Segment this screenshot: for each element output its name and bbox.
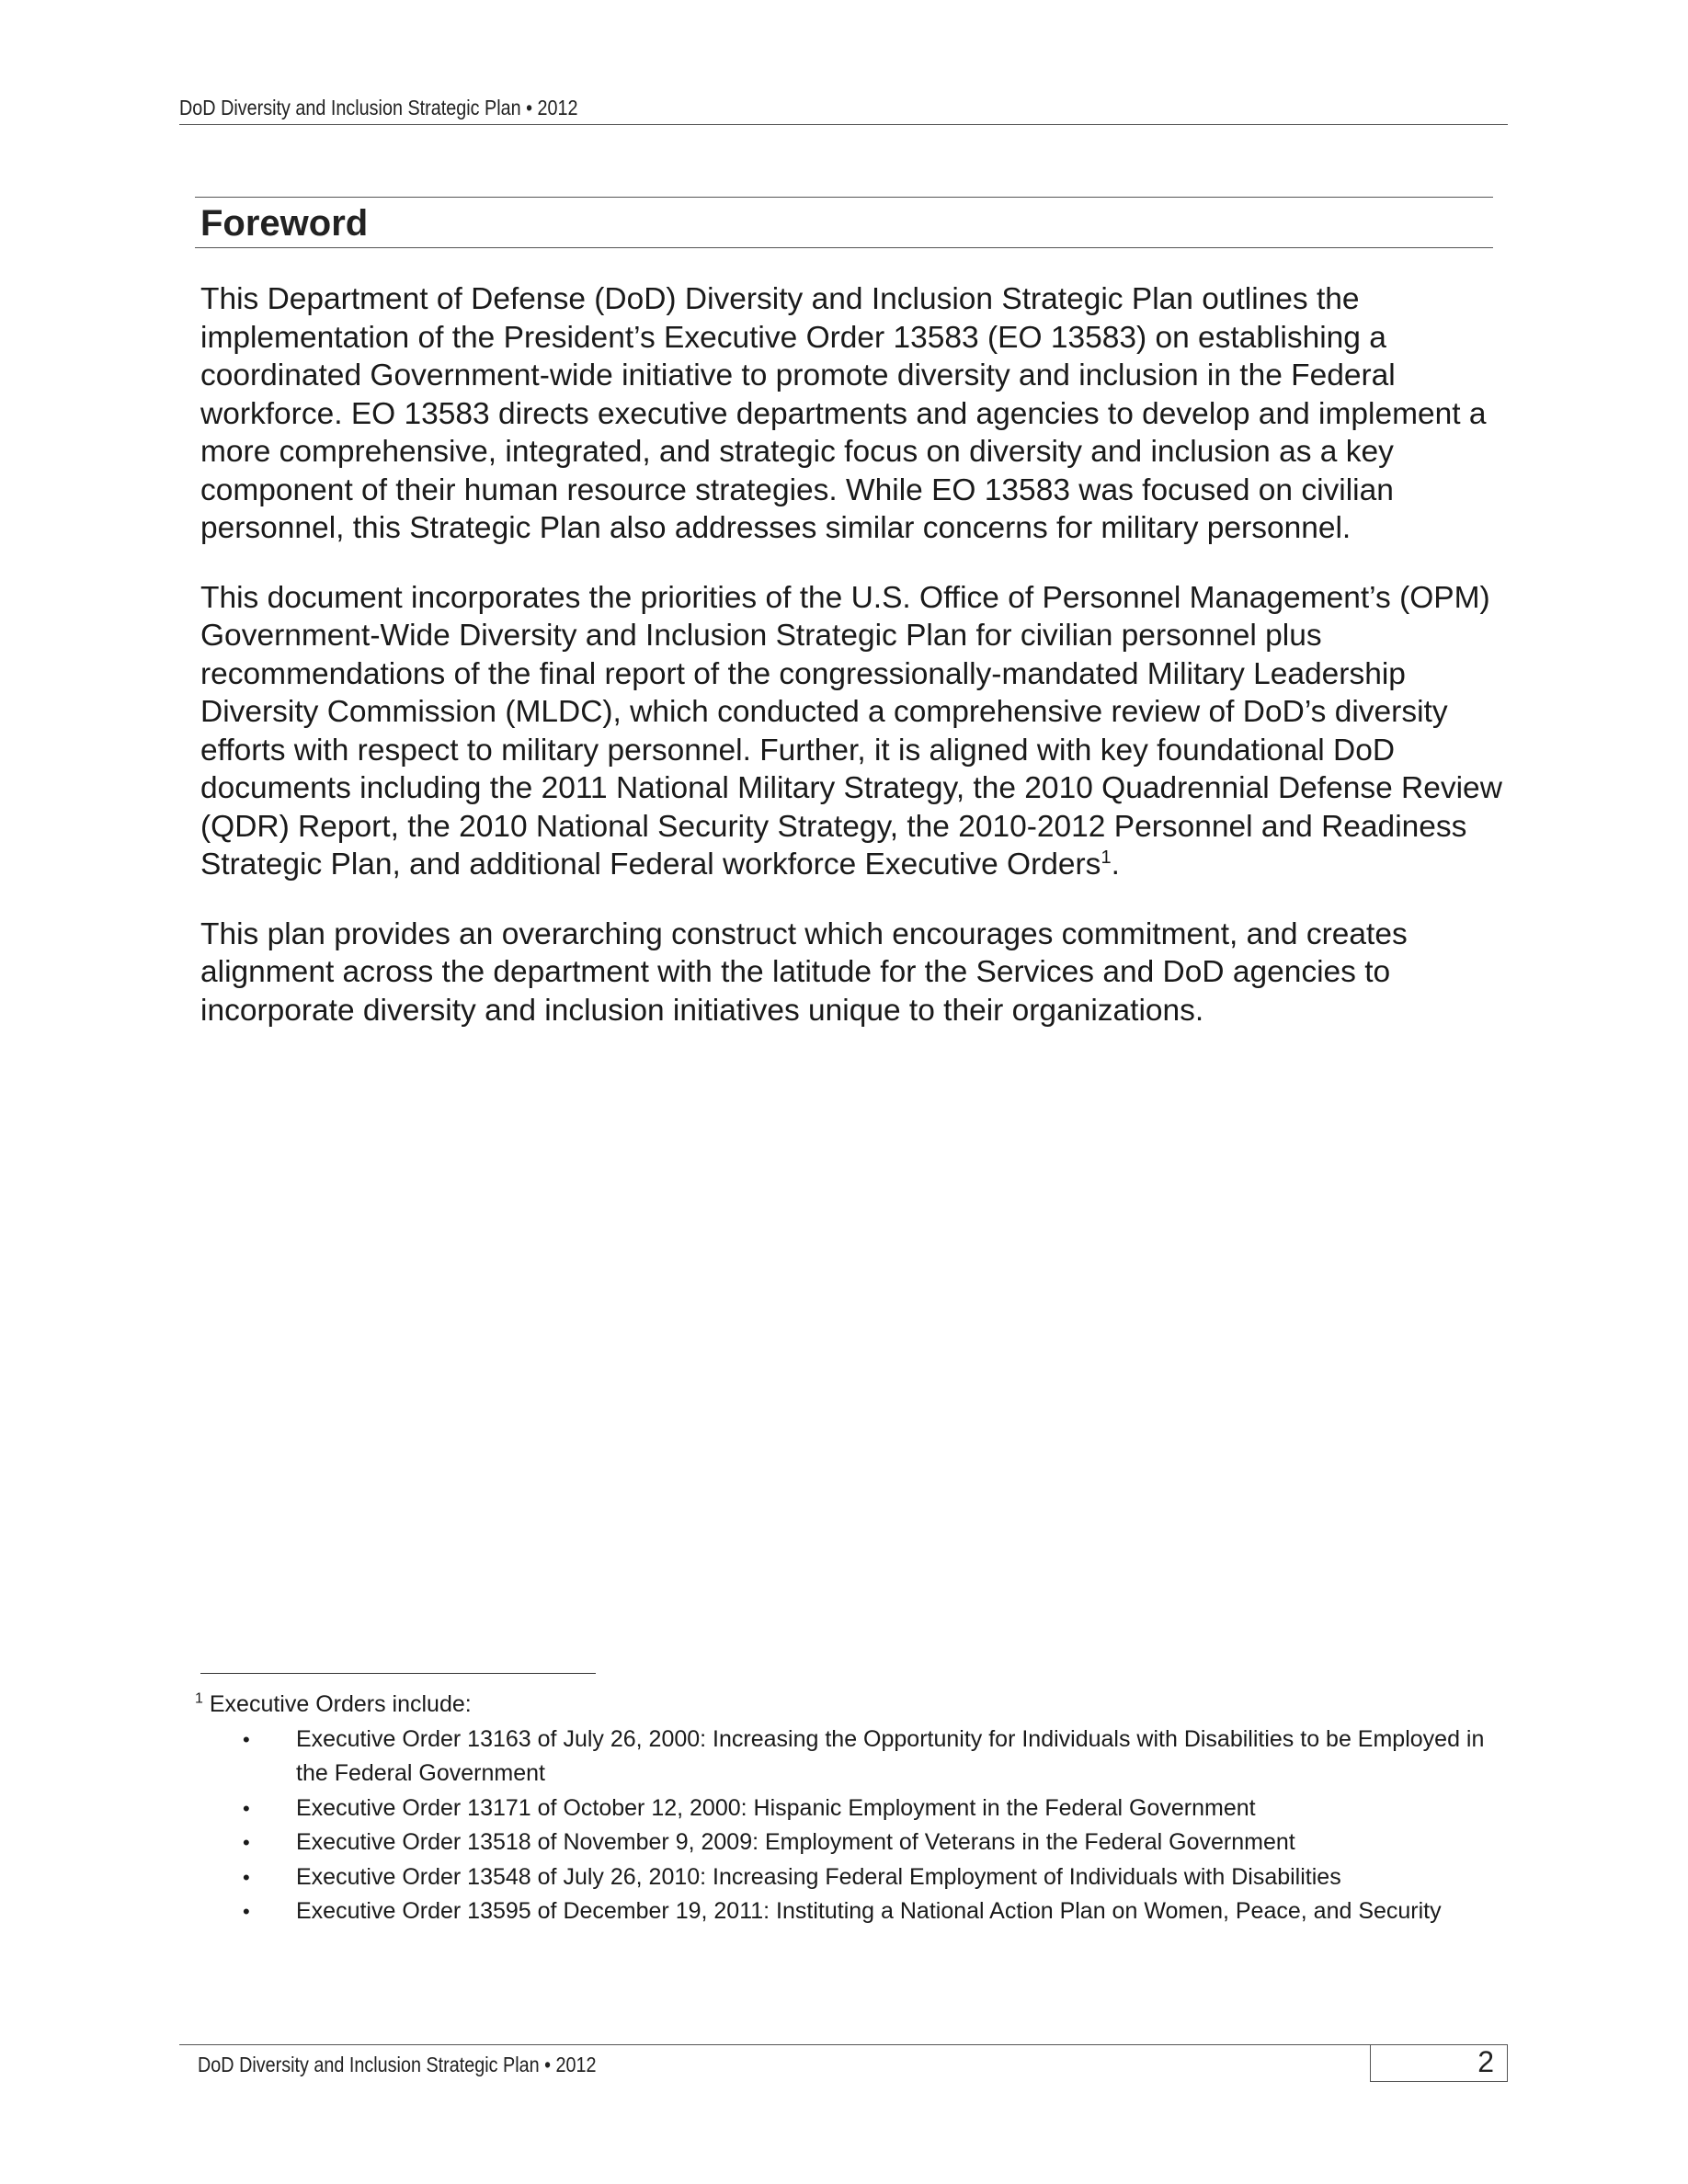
bullet-icon: • [243, 1727, 250, 1751]
footnote-separator [200, 1673, 596, 1674]
paragraph-2-text: This document incorporates the priorities of the U.S. Office of Personnel Management’s (OPM) Government-Wide Diversity and Inclusion Strategic Plan for civilian personnel plus recommendations of the final report of the congressionally-mandated Military Leadership Diversity Commission (MLDC), which conducted a comprehensive review of DoD’s diversity efforts with respect to military personnel. Further, it is aligned with key foundational DoD documents including the 2011 National Military Strategy, the 2010 Quadrennial Defense Review (QDR) Report, the 2010 National Security Strategy, the 2010-2012 Personnel and Readiness Strategic Plan, and additional Federal workforce Executive Orders [200, 580, 1502, 882]
body-text [200, 280, 1506, 1061]
list-item [195, 1826, 1500, 1860]
page-number-box [1370, 2045, 1508, 2082]
paragraph-2 [200, 579, 1506, 884]
list-item [195, 1723, 1500, 1792]
paragraph-2-end: . [1111, 847, 1120, 882]
list-item [195, 1860, 1500, 1895]
page-number: 2 [1477, 2045, 1494, 2078]
footer-text: DoD Diversity and Inclusion Strategic Plan • 2012 [198, 2053, 597, 2076]
section-title: Foreword [200, 203, 369, 244]
paragraph-3: This plan provides an overarching construct which encourages commitment, and creates alignment across the department with the latitude for the Services and DoD agencies to incorporate diversity and inclusion initiatives unique to their organizations. [200, 916, 1408, 1028]
bullet-icon: • [243, 1796, 250, 1820]
list-item-text: Executive Order 13518 of November 9, 2009: Employment of Veterans in the Federal Government [296, 1829, 1295, 1855]
footnote-reference[interactable]: 1 [1101, 847, 1112, 868]
list-item [195, 1792, 1500, 1826]
page-header [179, 96, 1508, 125]
list-item [195, 1894, 1500, 1929]
footnote-marker: 1 [195, 1690, 203, 1707]
header-text: DoD Diversity and Inclusion Strategic Plan • 2012 [179, 96, 578, 119]
bullet-icon: • [243, 1900, 250, 1923]
footnote-list [195, 1723, 1500, 1929]
list-item-text: Executive Order 13548 of July 26, 2010: Increasing Federal Employment of Individuals with Disabilities [296, 1863, 1341, 1890]
bullet-icon: • [243, 1865, 250, 1889]
section-title-box [195, 197, 1493, 248]
list-item-text: Executive Order 13595 of December 19, 2011: Instituting a National Action Plan on Women, Peace, and Security [296, 1898, 1442, 1924]
footnote-intro-text: Executive Orders include: [209, 1691, 472, 1717]
page-footer [179, 2044, 1508, 2084]
paragraph-1: This Department of Defense (DoD) Diversity and Inclusion Strategic Plan outlines the implementation of the President’s Executive Order 13583 (EO 13583) on establishing a coordinated Government-wide initiative to promote diversity and inclusion in the Federal workforce. EO 13583 directs executive departments and agencies to develop and implement a more comprehensive, integrated, and strategic focus on diversity and inclusion as a key component of their human resource strategies. While EO 13583 was focused on civilian personnel, this Strategic Plan also addresses similar concerns for military personnel. [200, 282, 1487, 545]
footnote-intro [195, 1688, 1500, 1723]
list-item-text: Executive Order 13163 of July 26, 2000: Increasing the Opportunity for Individuals with Disabilities to be Employed in the Federal Government [296, 1725, 1485, 1786]
footnotes [195, 1688, 1500, 1929]
bullet-icon: • [243, 1831, 250, 1854]
list-item-text: Executive Order 13171 of October 12, 2000: Hispanic Employment in the Federal Government [296, 1794, 1256, 1821]
